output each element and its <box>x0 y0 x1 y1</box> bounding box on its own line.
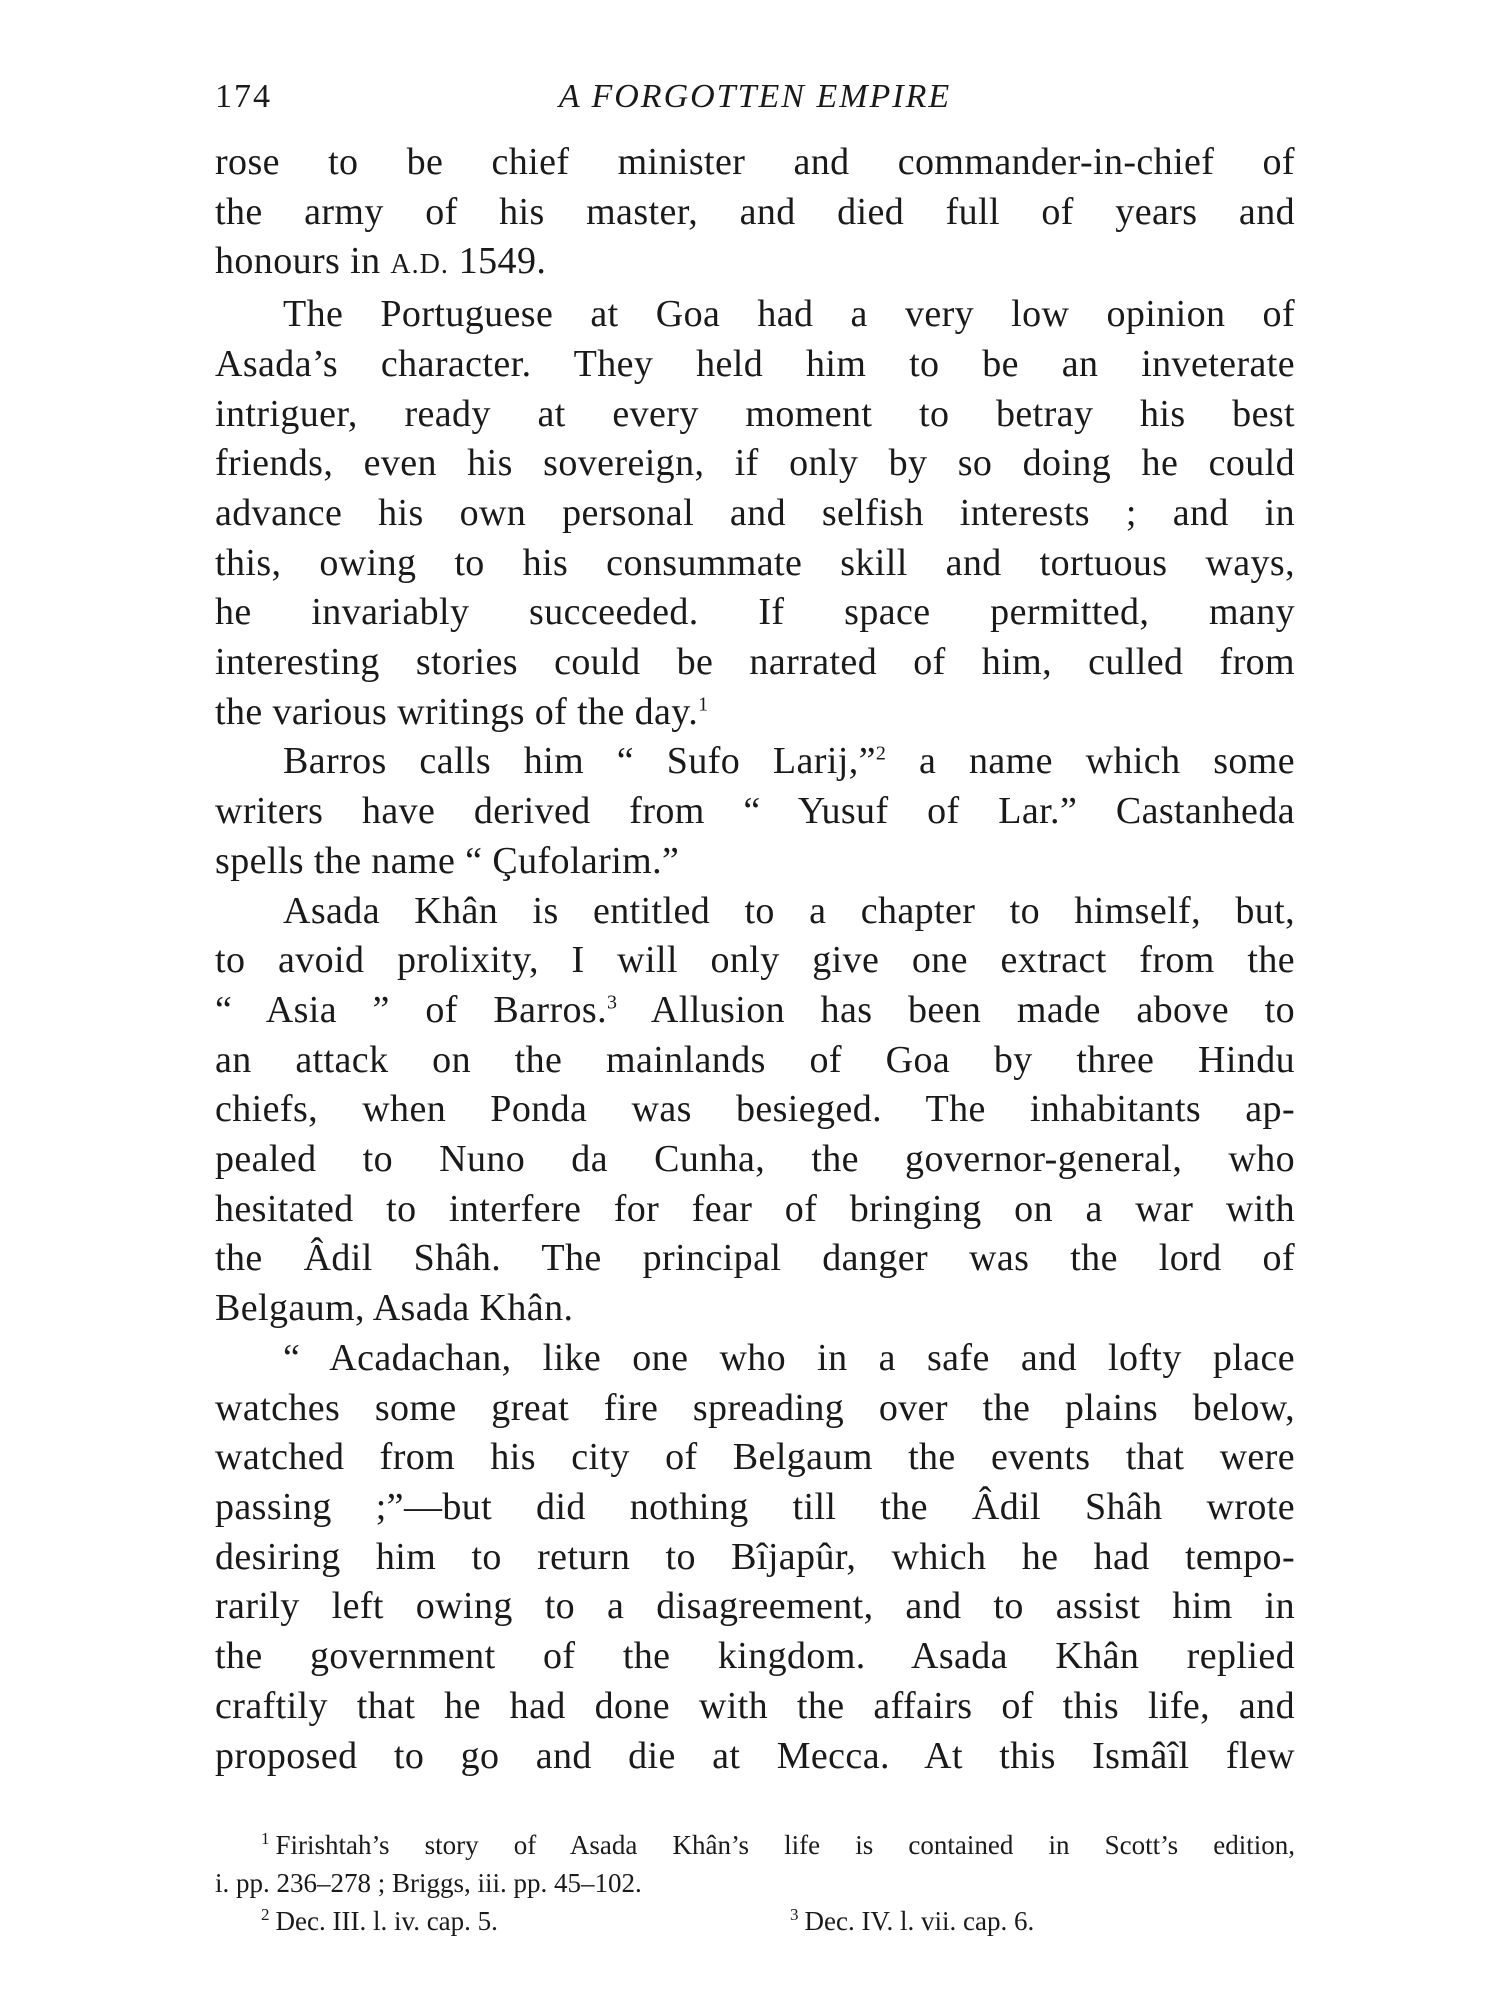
text-line: advance his own personal and selfish interests ; and in <box>215 491 1295 534</box>
text-line: hesitated to interfere for fear of bringing on a war with <box>215 1187 1295 1230</box>
text-line: proposed to go and die at Mecca. At this Ismâîl flew <box>215 1734 1295 1777</box>
text-line: watched from his city of Belgaum the events that were <box>215 1436 1295 1479</box>
footnote-2: $^2$ Dec. III. l. iv. cap. 5. <box>261 1905 498 1936</box>
footnote-marker: 1 <box>261 1829 270 1848</box>
text-line: he invariably succeeded. If space permitted, many <box>215 591 1295 634</box>
text-line: Asada’s character. They held him to be an inveterate <box>215 342 1295 385</box>
running-head <box>215 72 1295 122</box>
text-line: “ Acadachan, like one who in a safe and lofty place <box>283 1336 1295 1379</box>
footnote-3: $^3$ Dec. IV. l. vii. cap. 6. <box>790 1905 1035 1936</box>
text-line: desiring him to return to Bîjapûr, which he had tempo- <box>215 1535 1295 1578</box>
page-number: 174 <box>215 78 272 115</box>
text-line: friends, even his sovereign, if only by so doing he could <box>215 442 1295 485</box>
text-line: interesting stories could be narrated of him, culled from <box>215 641 1295 684</box>
footnote-marker: 3 <box>790 1905 799 1924</box>
footnote-1-continuation: i. pp. 236–278 ; Briggs, iii. pp. 45–102. <box>215 1868 642 1898</box>
running-title: A FORGOTTEN EMPIRE <box>558 78 952 115</box>
era-abbreviation: A.D. <box>390 249 449 281</box>
text-line: spells the name “ Çufolarim.” <box>215 839 680 882</box>
text-line: intriguer, ready at every moment to betray his best <box>215 392 1295 435</box>
text-line: “ Asia ” of Barros.$^3$ Allusion has been made above to <box>215 988 1295 1031</box>
body-text <box>215 138 1295 1781</box>
text-line: craftily that he had done with the affairs of this life, and <box>215 1684 1295 1727</box>
text-line: Belgaum, Asada Khân. <box>215 1287 574 1330</box>
text-line: rarily left owing to a disagreement, and to assist him in <box>215 1585 1295 1628</box>
footnote-ref: 3 <box>607 991 618 1014</box>
text-line: Barros calls him “ Sufo Larij,”$^2$ a name which some <box>283 740 1296 783</box>
text-line: passing ;”—but did nothing till the Âdil Shâh wrote <box>215 1485 1295 1528</box>
text-line: The Portuguese at Goa had a very low opinion of <box>283 293 1295 336</box>
text-line: Asada Khân is entitled to a chapter to himself, but, <box>283 889 1295 932</box>
footnote-1: $^1$ Firishtah’s story of Asada Khân’s life is contained in Scott’s edition, <box>261 1829 1295 1860</box>
footnote-ref: 1 <box>698 693 709 716</box>
text-line: to avoid prolixity, I will only give one extract from the <box>215 939 1295 982</box>
text-line: this, owing to his consummate skill and tortuous ways, <box>215 541 1295 584</box>
footnotes <box>215 1826 1295 1940</box>
text-line: pealed to Nuno da Cunha, the governor-general, who <box>215 1138 1295 1181</box>
text-line: an attack on the mainlands of Goa by three Hindu <box>215 1038 1295 1081</box>
text-line: the Âdil Shâh. The principal danger was the lord of <box>215 1237 1295 1280</box>
footnote-marker: 2 <box>261 1905 270 1924</box>
text-line: the government of the kingdom. Asada Khân replied <box>215 1635 1295 1678</box>
footnote-ref: 2 <box>875 742 887 765</box>
text-line: the army of his master, and died full of years and <box>215 190 1295 233</box>
footnote-row <box>215 1902 1295 1940</box>
text-line: the various writings of the day.$^1$ <box>215 690 709 733</box>
text-line: honours in A.D. 1549. <box>215 240 547 283</box>
text-line: rose to be chief minister and commander-in-chief of <box>215 141 1295 183</box>
text-line: writers have derived from “ Yusuf of Lar.” Castanheda <box>215 790 1295 833</box>
text-line: watches some great fire spreading over the plains below, <box>215 1386 1295 1429</box>
text-line: chiefs, when Ponda was besieged. The inhabitants ap- <box>215 1088 1295 1131</box>
